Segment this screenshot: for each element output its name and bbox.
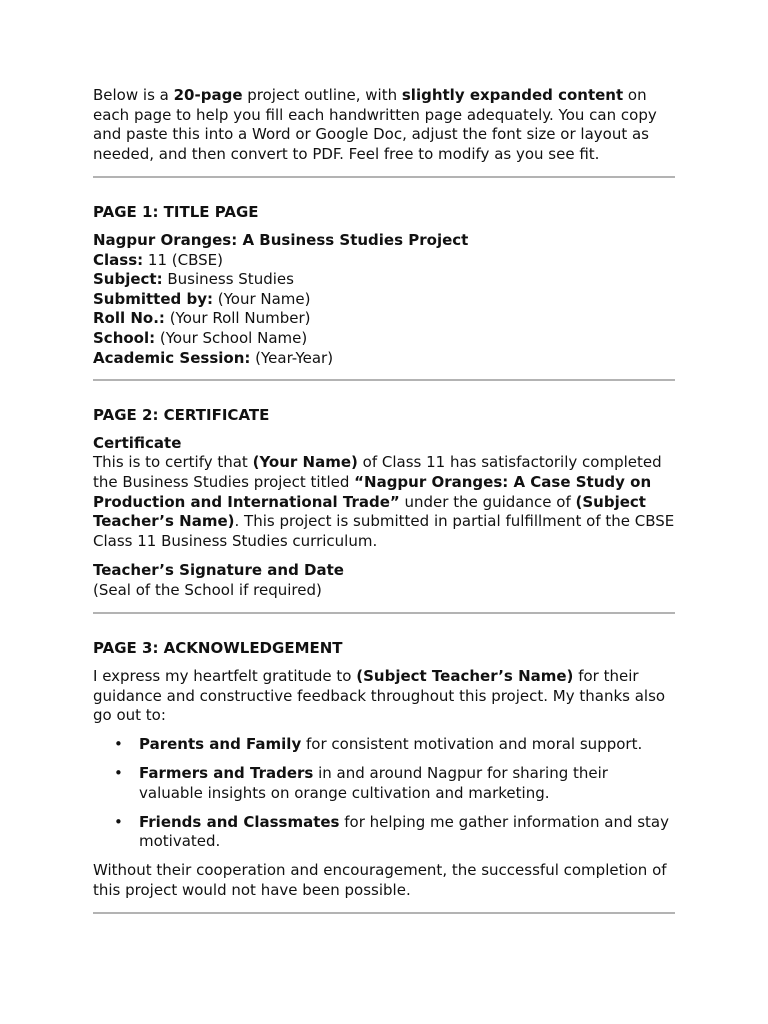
list-item — [93, 813, 675, 852]
intro-bold-1: 20-page — [173, 86, 243, 104]
field-label: Submitted by: — [93, 289, 213, 308]
field-value: (Your Roll Number) — [164, 309, 311, 328]
list-item-bold: Farmers and Traders — [139, 763, 314, 782]
section-divider — [93, 612, 675, 614]
page2-heading: PAGE 2: CERTIFICATE — [93, 406, 270, 425]
bullet-icon: • — [114, 812, 123, 831]
field-label: Academic Session: — [93, 348, 251, 367]
section-divider — [93, 176, 675, 178]
cert-bold-1: (Your Name) — [252, 453, 358, 472]
cert-bold-2: “Nagpur Oranges: A Case Study on Production and International Trade” — [93, 472, 652, 511]
field-label: School: — [93, 328, 156, 347]
field-value: (Your Name) — [212, 289, 311, 308]
field-label: Class: — [93, 250, 144, 269]
cert-text-2: of Class 11 has satisfactorily completed the Business Studies project titled — [93, 453, 662, 491]
ack-text-1: I express my heartfelt gratitude to — [93, 667, 357, 686]
list-item — [93, 735, 675, 755]
list-item — [93, 764, 675, 803]
intro-text-2: project outline, with — [242, 86, 402, 104]
field-school — [93, 329, 675, 349]
field-value: (Year-Year) — [250, 348, 334, 367]
bullet-icon: • — [114, 763, 123, 782]
signature-label: Teacher’s Signature and Date — [93, 561, 344, 580]
thanks-list — [93, 735, 675, 852]
ack-text-2: for their guidance and constructive feedback throughout this project. My thanks also go out to: — [93, 667, 666, 725]
field-label: Roll No.: — [93, 309, 165, 328]
acknowledgement-paragraph — [93, 667, 675, 726]
project-title: Nagpur Oranges: A Business Studies Project — [93, 230, 469, 249]
field-value: 11 (CBSE) — [143, 250, 223, 269]
certificate-paragraph — [93, 453, 675, 551]
closing-paragraph: Without their cooperation and encouragement, the successful completion of this project would not have been possible. — [93, 861, 667, 899]
field-submitted-by — [93, 290, 675, 310]
field-academic-session — [93, 349, 675, 369]
intro-text-1: Below is a — [93, 86, 174, 104]
intro-bold-2: slightly expanded content — [401, 86, 624, 104]
cert-text-3: under the guidance of — [399, 492, 576, 511]
title-page-details — [93, 231, 675, 368]
seal-note: (Seal of the School if required) — [93, 580, 322, 599]
field-class — [93, 251, 675, 271]
page3-heading: PAGE 3: ACKNOWLEDGEMENT — [93, 639, 343, 658]
certificate-subheading: Certificate — [93, 433, 182, 452]
list-item-bold: Friends and Classmates — [139, 812, 340, 831]
section-divider — [93, 379, 675, 381]
list-item-text: in and around Nagpur for sharing their valuable insights on orange cultivation and marketing. — [139, 763, 608, 802]
field-label: Subject: — [93, 270, 163, 289]
list-item-text: for consistent motivation and moral support. — [301, 734, 643, 753]
bullet-icon: • — [114, 734, 123, 753]
intro-paragraph — [93, 86, 675, 164]
section-divider — [93, 912, 675, 914]
field-roll-no — [93, 309, 675, 329]
intro-text-3: on each page to help you fill each handwritten page adequately. You can copy and paste this into a Word or Google Doc, adjust the font size or layout as needed, and then convert to PDF. Feel free to modify as you see fit. — [93, 86, 657, 163]
list-item-bold: Parents and Family — [139, 734, 302, 753]
cert-bold-3: (Subject Teacher’s Name) — [93, 492, 646, 531]
ack-bold-1: (Subject Teacher’s Name) — [356, 667, 574, 686]
field-subject — [93, 270, 675, 290]
field-value: (Your School Name) — [155, 328, 308, 347]
field-value: Business Studies — [162, 270, 294, 289]
list-item-text: for helping me gather information and stay motivated. — [139, 812, 670, 851]
cert-text-1: This is to certify that — [93, 453, 253, 472]
document-body — [93, 86, 675, 914]
cert-text-4: . This project is submitted in partial fulfillment of the CBSE Class 11 Business Studies curriculum. — [93, 512, 675, 550]
page1-heading: PAGE 1: TITLE PAGE — [93, 203, 259, 222]
